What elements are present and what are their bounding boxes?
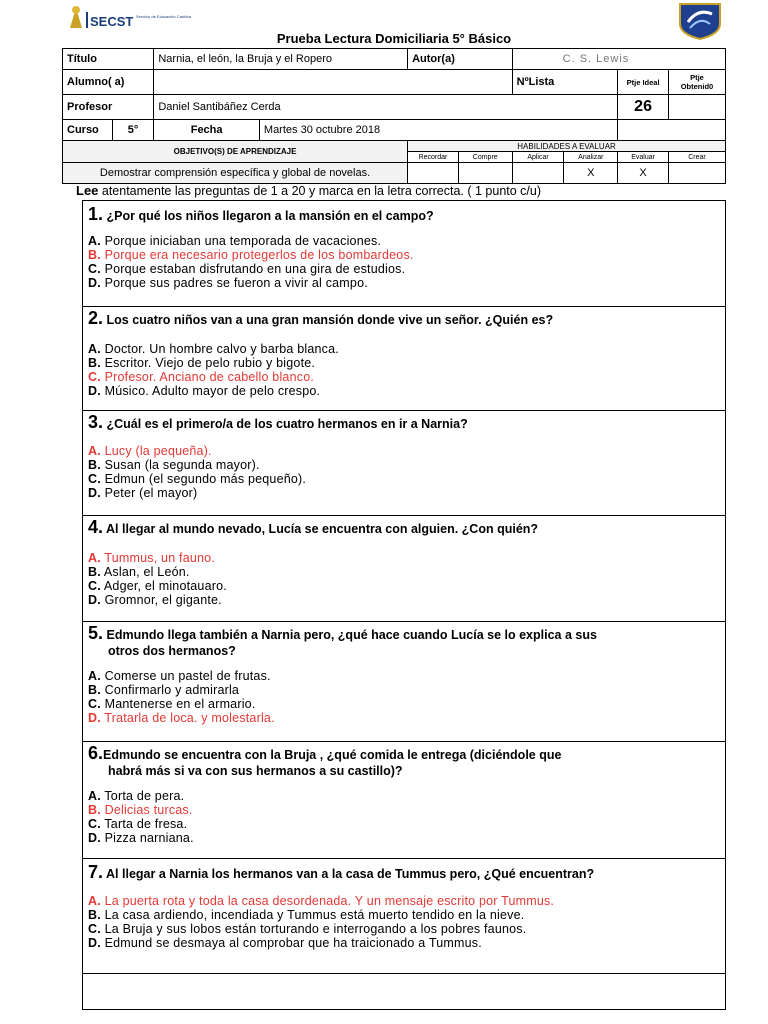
ptje-obtenido-label: Ptje Obtenid0 bbox=[668, 70, 725, 95]
mark-recordar[interactable] bbox=[408, 163, 459, 184]
instructions-text: atentamente las preguntas de 1 a 20 y marca en la letra correcta. ( 1 punto c/u) bbox=[98, 184, 542, 198]
hab-compre: Compre bbox=[458, 152, 512, 163]
question-5 bbox=[88, 625, 718, 725]
hab-recordar: Recordar bbox=[408, 152, 459, 163]
fecha-value: Martes 30 octubre 2018 bbox=[259, 120, 617, 141]
option-b[interactable]: B. Escritor. Viejo de pelo rubio y bigote. bbox=[88, 356, 316, 370]
alumno-label: Alumno( a) bbox=[63, 70, 154, 95]
option-c[interactable]: C. La Bruja y sus lobos están torturando e interrogando a los pobres faunos. bbox=[88, 922, 527, 936]
alumno-field[interactable] bbox=[154, 70, 512, 95]
question-1 bbox=[88, 206, 718, 290]
option-c[interactable]: C. Mantenerse en el armario. bbox=[88, 697, 256, 711]
titulo-value: Narnia, el león, la Bruja y el Ropero bbox=[154, 49, 408, 70]
question-text: Al llegar a Narnia los hermanos van a la casa de Tummus pero, ¿Qué encuentran? bbox=[106, 867, 595, 881]
question-number: 3. bbox=[88, 412, 104, 432]
question-2 bbox=[88, 310, 718, 398]
habilidades-label: HABILIDADES A EVALUAR bbox=[408, 141, 726, 152]
mark-analizar[interactable]: X bbox=[564, 163, 618, 184]
option-d[interactable]: D. Porque sus padres se fueron a vivir al campo. bbox=[88, 276, 368, 290]
ptje-ideal-value: 26 bbox=[618, 95, 669, 120]
option-c[interactable]: C. Adger, el minotauaro. bbox=[88, 579, 227, 593]
question-text: ¿Cuál es el primero/a de los cuatro hermanos en ir a Narnia? bbox=[106, 417, 468, 431]
question-number: 6. bbox=[88, 743, 104, 763]
question-6 bbox=[88, 745, 718, 845]
question-text-line2: otros dos hermanos? bbox=[108, 644, 236, 658]
option-d[interactable]: D. Peter (el mayor) bbox=[88, 486, 198, 500]
ptje-ideal-label: Ptje Ideal bbox=[618, 70, 669, 95]
option-a[interactable]: A. Lucy (la pequeña). bbox=[88, 444, 212, 458]
question-number: 5. bbox=[88, 623, 104, 643]
question-number: 7. bbox=[88, 862, 104, 882]
titulo-label: Título bbox=[63, 49, 154, 70]
option-a[interactable]: A. Tummus, un fauno. bbox=[88, 551, 215, 565]
question-text: ¿Por qué los niños llegaron a la mansión en el campo? bbox=[106, 209, 434, 223]
mark-crear[interactable] bbox=[668, 163, 725, 184]
question-text-line2: habrá más si va con sus hermanos a su castillo)? bbox=[108, 764, 403, 778]
mark-compre[interactable] bbox=[458, 163, 512, 184]
hab-analizar: Analizar bbox=[564, 152, 618, 163]
option-d[interactable]: D. Pizza narniana. bbox=[88, 831, 194, 845]
curso-value: 5° bbox=[112, 120, 154, 141]
profesor-value: Daniel Santibáñez Cerda bbox=[154, 95, 618, 120]
option-c[interactable]: C. Tarta de fresa. bbox=[88, 817, 188, 831]
option-a[interactable]: A. Porque iniciaban una temporada de vacaciones. bbox=[88, 234, 382, 248]
option-b[interactable]: B. Confirmarlo y admirarla bbox=[88, 683, 240, 697]
ptje-obtenido-field[interactable] bbox=[668, 95, 725, 120]
option-a[interactable]: A. La puerta rota y toda la casa desordenada. Y un mensaje escrito por Tummus. bbox=[88, 894, 555, 908]
mark-evaluar[interactable]: X bbox=[618, 163, 669, 184]
nlista-label: NºLista bbox=[512, 70, 618, 95]
option-d[interactable]: D. Tratarla de loca. y molestarla. bbox=[88, 711, 275, 725]
autor-label: Autor(a) bbox=[408, 49, 513, 70]
question-text: Al llegar al mundo nevado, Lucía se encuentra con alguien. ¿Con quién? bbox=[106, 522, 539, 536]
option-b[interactable]: B. Delicias turcas. bbox=[88, 803, 193, 817]
curso-label: Curso bbox=[63, 120, 113, 141]
option-a[interactable]: A. Comerse un pastel de frutas. bbox=[88, 669, 271, 683]
option-b[interactable]: B. La casa ardiendo, incendiada y Tummus está muerto tendido en la nieve. bbox=[88, 908, 525, 922]
option-a[interactable]: A. Torta de pera. bbox=[88, 789, 185, 803]
option-b[interactable]: B. Porque era necesario protegerlos de los bombardeos. bbox=[88, 248, 414, 262]
profesor-label: Profesor bbox=[63, 95, 154, 120]
question-text-line1: Edmundo se encuentra con la Bruja , ¿qué comida le entrega (diciéndole que bbox=[103, 748, 562, 762]
hab-aplicar: Aplicar bbox=[512, 152, 564, 163]
hab-crear: Crear bbox=[668, 152, 725, 163]
fecha-label: Fecha bbox=[154, 120, 260, 141]
question-text-line1: Edmundo llega también a Narnia pero, ¿qué hace cuando Lucía se lo explica a sus bbox=[106, 628, 597, 642]
option-a[interactable]: A. Doctor. Un hombre calvo y barba blanca. bbox=[88, 342, 339, 356]
instructions bbox=[76, 183, 541, 198]
instructions-lead: Lee bbox=[76, 183, 99, 198]
question-number: 2. bbox=[88, 308, 104, 328]
option-c[interactable]: C. Profesor. Anciano de cabello blanco. bbox=[88, 370, 315, 384]
fecha-empty bbox=[618, 120, 726, 141]
mark-aplicar[interactable] bbox=[512, 163, 564, 184]
header-table bbox=[62, 28, 726, 184]
option-d[interactable]: D. Músico. Adulto mayor de pelo crespo. bbox=[88, 384, 321, 398]
question-4 bbox=[88, 519, 718, 607]
objetivo-value: Demostrar comprensión específica y global de novelas. bbox=[63, 163, 408, 184]
question-7 bbox=[88, 864, 718, 950]
question-3 bbox=[88, 414, 718, 500]
question-text: Los cuatro niños van a una gran mansión donde vive un señor. ¿Quién es? bbox=[106, 313, 554, 327]
option-d[interactable]: D. Gromnor, el gigante. bbox=[88, 593, 222, 607]
objetivo-label: OBJETIVO(S) DE APRENDIZAJE bbox=[63, 141, 408, 163]
option-d[interactable]: D. Edmund se desmaya al comprobar que ha traicionado a Tummus. bbox=[88, 936, 482, 950]
option-c[interactable]: C. Porque estaban disfrutando en una gira de estudios. bbox=[88, 262, 406, 276]
autor-value: C. S. Lewis bbox=[512, 49, 725, 70]
logo-left-sub: Servicio de Educación Católica bbox=[136, 14, 192, 19]
hab-evaluar: Evaluar bbox=[618, 152, 669, 163]
option-b[interactable]: B. Aslan, el León. bbox=[88, 565, 190, 579]
logo-left-text: SECST bbox=[90, 14, 134, 29]
document-title: Prueba Lectura Domiciliaria 5° Básico bbox=[63, 28, 726, 49]
question-number: 1. bbox=[88, 204, 104, 224]
question-number: 4. bbox=[88, 517, 104, 537]
option-c[interactable]: C. Edmun (el segundo más pequeño). bbox=[88, 472, 307, 486]
option-b[interactable]: B. Susan (la segunda mayor). bbox=[88, 458, 260, 472]
